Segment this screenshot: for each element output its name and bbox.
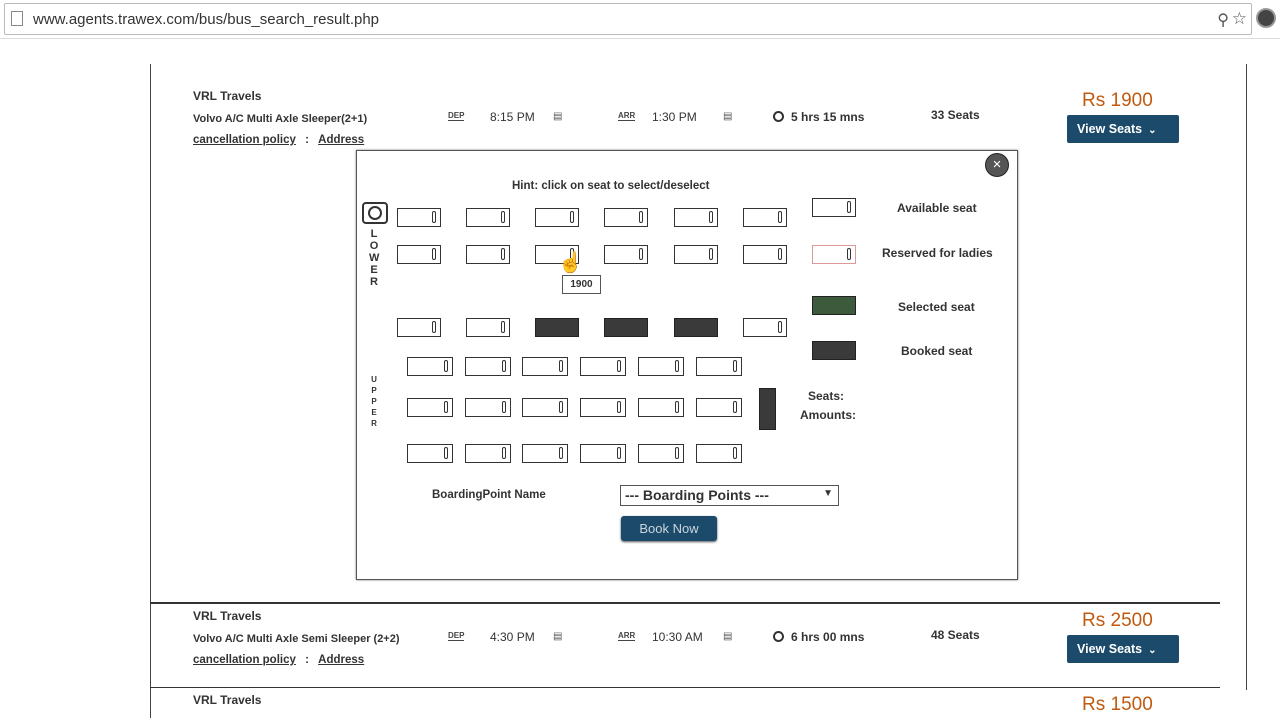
- result-row-3: [150, 687, 1220, 718]
- seat-available[interactable]: [397, 245, 441, 264]
- seat-price-tooltip: 1900: [562, 275, 601, 294]
- bus-type: Volvo A/C Multi Axle Semi Sleeper (2+2): [193, 633, 400, 645]
- book-now-button[interactable]: Book Now: [621, 516, 717, 541]
- links-separator: :: [305, 654, 309, 666]
- legend-ladies-swatch: [812, 245, 856, 264]
- seat-available[interactable]: [674, 208, 718, 227]
- boarding-point-label: BoardingPoint Name: [432, 489, 546, 501]
- operator-name: VRL Travels: [193, 89, 262, 103]
- seat-available[interactable]: [522, 357, 568, 376]
- selected-seats-label: Seats:: [808, 389, 845, 403]
- seat-available[interactable]: [696, 357, 742, 376]
- dep-time: 4:30 PM: [490, 630, 535, 644]
- url-box[interactable]: [4, 3, 1252, 35]
- bus-icon: ▤: [553, 111, 563, 122]
- divider: [150, 602, 1220, 604]
- view-seats-label: View Seats: [1077, 642, 1143, 656]
- bus-icon: ▤: [723, 111, 733, 122]
- cancellation-policy-link[interactable]: cancellation policy: [193, 654, 296, 666]
- arr-time: 1:30 PM: [652, 110, 697, 124]
- dep-time: 8:15 PM: [490, 110, 535, 124]
- boarding-point-select[interactable]: [620, 485, 839, 506]
- price: Rs 2500: [1082, 610, 1153, 631]
- upper-deck-label: UPPER: [371, 375, 377, 428]
- duration: 6 hrs 00 mns: [791, 630, 865, 644]
- close-icon[interactable]: ×: [985, 153, 1009, 177]
- seat-available[interactable]: [743, 318, 787, 337]
- seat-available[interactable]: [465, 444, 511, 463]
- seat-available[interactable]: [638, 357, 684, 376]
- legend-available-label: Available seat: [897, 201, 977, 215]
- hint-text: Hint: click on seat to select/deselect: [512, 180, 710, 192]
- seat-booked: [535, 318, 579, 337]
- seat-available[interactable]: [638, 398, 684, 417]
- chevron-down-icon: ⌄: [1148, 645, 1157, 656]
- legend-available-swatch: [812, 198, 856, 217]
- seat-available[interactable]: [535, 208, 579, 227]
- legend-selected-label: Selected seat: [898, 300, 975, 314]
- seat-booked: [759, 388, 776, 430]
- links-separator: :: [305, 134, 309, 146]
- operator-name: VRL Travels: [193, 693, 262, 707]
- chevron-down-icon: ⌄: [1148, 125, 1157, 136]
- result-row-2: [150, 602, 1220, 692]
- view-seats-label: View Seats: [1077, 122, 1143, 136]
- seats-available: 48 Seats: [931, 628, 980, 642]
- view-seats-button[interactable]: [1067, 635, 1179, 663]
- seat-available[interactable]: [604, 208, 648, 227]
- seat-available[interactable]: [696, 398, 742, 417]
- clock-icon: [773, 111, 784, 122]
- amounts-label: Amounts:: [800, 408, 856, 422]
- legend-booked-label: Booked seat: [901, 344, 973, 358]
- divider: [150, 687, 1220, 688]
- seat-available[interactable]: [580, 444, 626, 463]
- seat-available[interactable]: [580, 398, 626, 417]
- bookmark-star-icon[interactable]: ☆: [1231, 9, 1247, 28]
- seat-available[interactable]: [466, 245, 510, 264]
- bus-icon: ▤: [723, 631, 733, 642]
- browser-address-bar: [0, 0, 1280, 39]
- seat-available[interactable]: [407, 444, 453, 463]
- cancellation-policy-link[interactable]: cancellation policy: [193, 134, 296, 146]
- seat-available[interactable]: [397, 318, 441, 337]
- seat-available[interactable]: [638, 444, 684, 463]
- seat-available[interactable]: [397, 208, 441, 227]
- price: Rs 1900: [1082, 90, 1153, 111]
- boarding-point-value: --- Boarding Points ---: [625, 487, 769, 503]
- seat-available[interactable]: [696, 444, 742, 463]
- duration: 5 hrs 15 mns: [791, 110, 865, 124]
- seat-available[interactable]: [604, 245, 648, 264]
- arr-label: ARR: [618, 631, 636, 640]
- dep-label: DEP: [448, 631, 465, 640]
- seat-available[interactable]: [466, 208, 510, 227]
- policy-links: [193, 134, 364, 146]
- hand-cursor-icon: ☝: [558, 252, 583, 274]
- seat-available[interactable]: [465, 357, 511, 376]
- seat-available[interactable]: [674, 245, 718, 264]
- steering-wheel-icon: [362, 202, 388, 224]
- operator-name: VRL Travels: [193, 609, 262, 623]
- seat-available[interactable]: [407, 398, 453, 417]
- seat-available[interactable]: [407, 357, 453, 376]
- seat-available[interactable]: [522, 444, 568, 463]
- seat-available[interactable]: [522, 398, 568, 417]
- extension-icon[interactable]: [1256, 8, 1276, 28]
- legend-ladies-label: Reserved for ladies: [882, 246, 993, 260]
- lower-deck-label: LOWER: [369, 228, 380, 288]
- legend-selected-swatch: [812, 296, 856, 315]
- address-link[interactable]: Address: [318, 134, 365, 146]
- seat-available[interactable]: [465, 398, 511, 417]
- address-link[interactable]: Address: [318, 654, 365, 666]
- seat-available[interactable]: [580, 357, 626, 376]
- zoom-icon[interactable]: ⚲: [1217, 12, 1229, 29]
- bus-type: Volvo A/C Multi Axle Sleeper(2+1): [193, 113, 368, 125]
- seat-available[interactable]: [743, 245, 787, 264]
- arr-label: ARR: [618, 111, 636, 120]
- dep-label: DEP: [448, 111, 465, 120]
- bus-icon: ▤: [553, 631, 563, 642]
- seats-available: 33 Seats: [931, 108, 980, 122]
- seat-booked: [604, 318, 648, 337]
- clock-icon: [773, 631, 784, 642]
- page-icon: [11, 11, 23, 26]
- legend-booked-swatch: [812, 341, 856, 360]
- seat-booked: [674, 318, 718, 337]
- results-border-right: [1246, 64, 1247, 690]
- price: Rs 1500: [1082, 694, 1153, 715]
- dropdown-arrow-icon: ▼: [823, 488, 833, 499]
- arr-time: 10:30 AM: [652, 630, 703, 644]
- view-seats-button[interactable]: [1067, 115, 1179, 143]
- url-text[interactable]: www.agents.trawex.com/bus/bus_search_result.php: [33, 11, 380, 28]
- result-row-1: [150, 64, 1220, 154]
- seat-available[interactable]: [743, 208, 787, 227]
- policy-links: [193, 654, 364, 666]
- seat-available[interactable]: [466, 318, 510, 337]
